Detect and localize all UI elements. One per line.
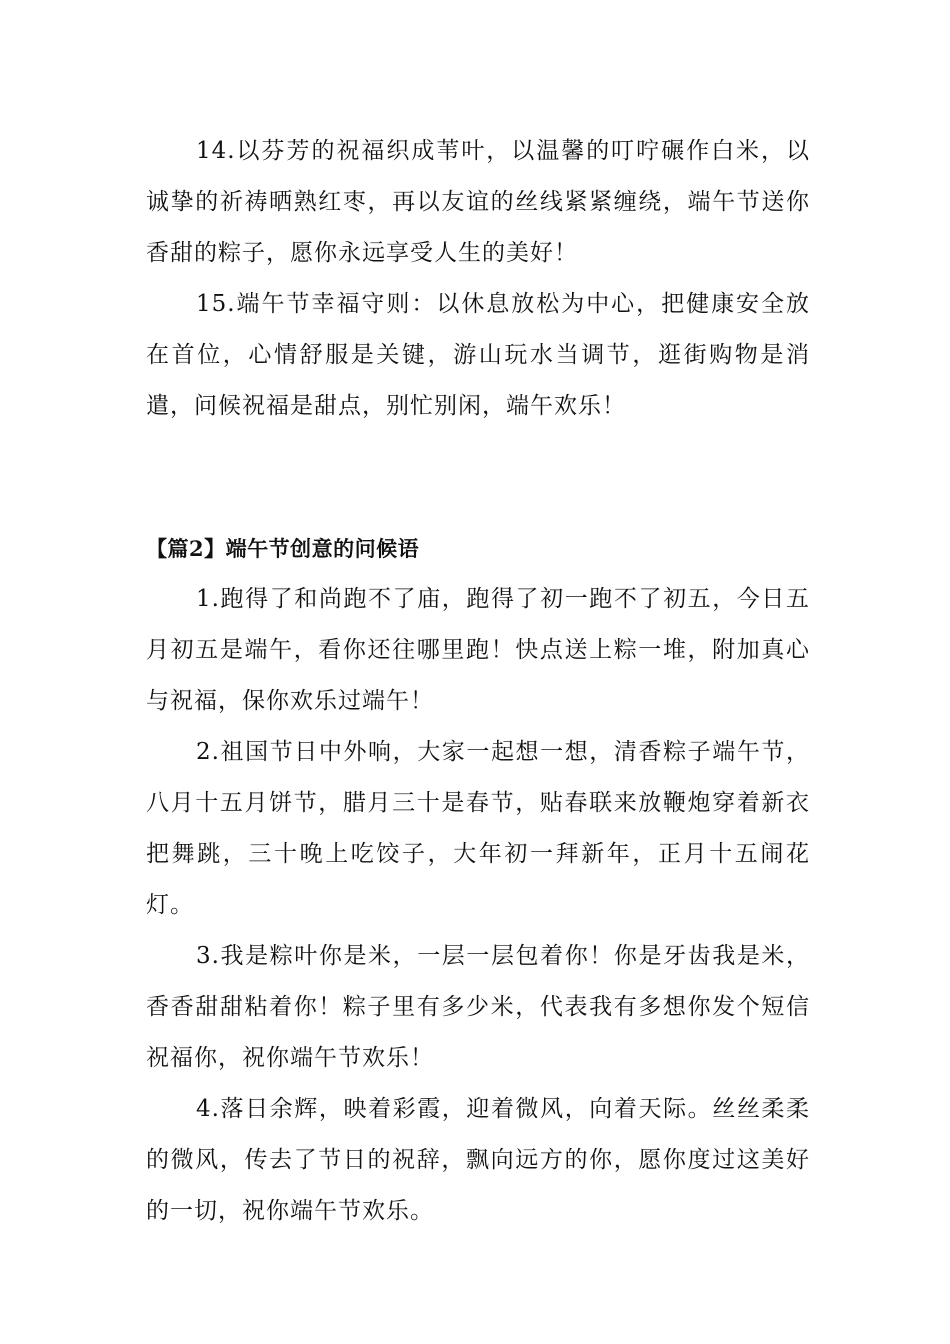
paragraph-4: 4.落日余辉，映着彩霞，迎着微风，向着天际。丝丝柔柔的微风，传去了节日的祝辞，飘向远方的你，愿你度过这美好的一切，祝你端午节欢乐。 [146,1096,810,1224]
paragraph-2: 2.祖国节日中外响，大家一起想一想，清香粽子端午节，八月十五月饼节，腊月三十是春节，贴春联来放鞭炮穿着新衣把舞跳，三十晚上吃饺子，大年初一拜新年，正月十五闹花灯。 [146,739,810,918]
section-2-heading-block [146,527,810,571]
section-1-body [146,126,810,432]
paragraph-1: 1.跑得了和尚跑不了庙，跑得了初一跑不了初五，今日五月初五是端午，看你还往哪里跑！快点送上粽一堆，附加真心与祝福，保你欢乐过端午！ [146,586,810,714]
paragraph-14: 14.以芬芳的祝福织成苇叶，以温馨的叮咛碾作白米，以诚挚的祈祷晒熟红枣，再以友谊的丝线紧紧缠绕，端午节送你香甜的粽子，愿你永远享受人生的美好！ [146,138,810,266]
paragraph-15: 15.端午节幸福守则：以休息放松为中心，把健康安全放在首位，心情舒服是关键，游山玩水当调节，逛街购物是消遣，问候祝福是甜点，别忙别闲，端午欢乐！ [146,291,810,419]
section-heading: 【篇2】端午节创意的问候语 [146,536,420,561]
paragraph-3: 3.我是粽叶你是米，一层一层包着你！你是牙齿我是米，香香甜甜粘着你！粽子里有多少米，代表我有多想你发个短信祝福你，祝你端午节欢乐！ [146,943,810,1071]
section-2-body [146,574,810,1237]
